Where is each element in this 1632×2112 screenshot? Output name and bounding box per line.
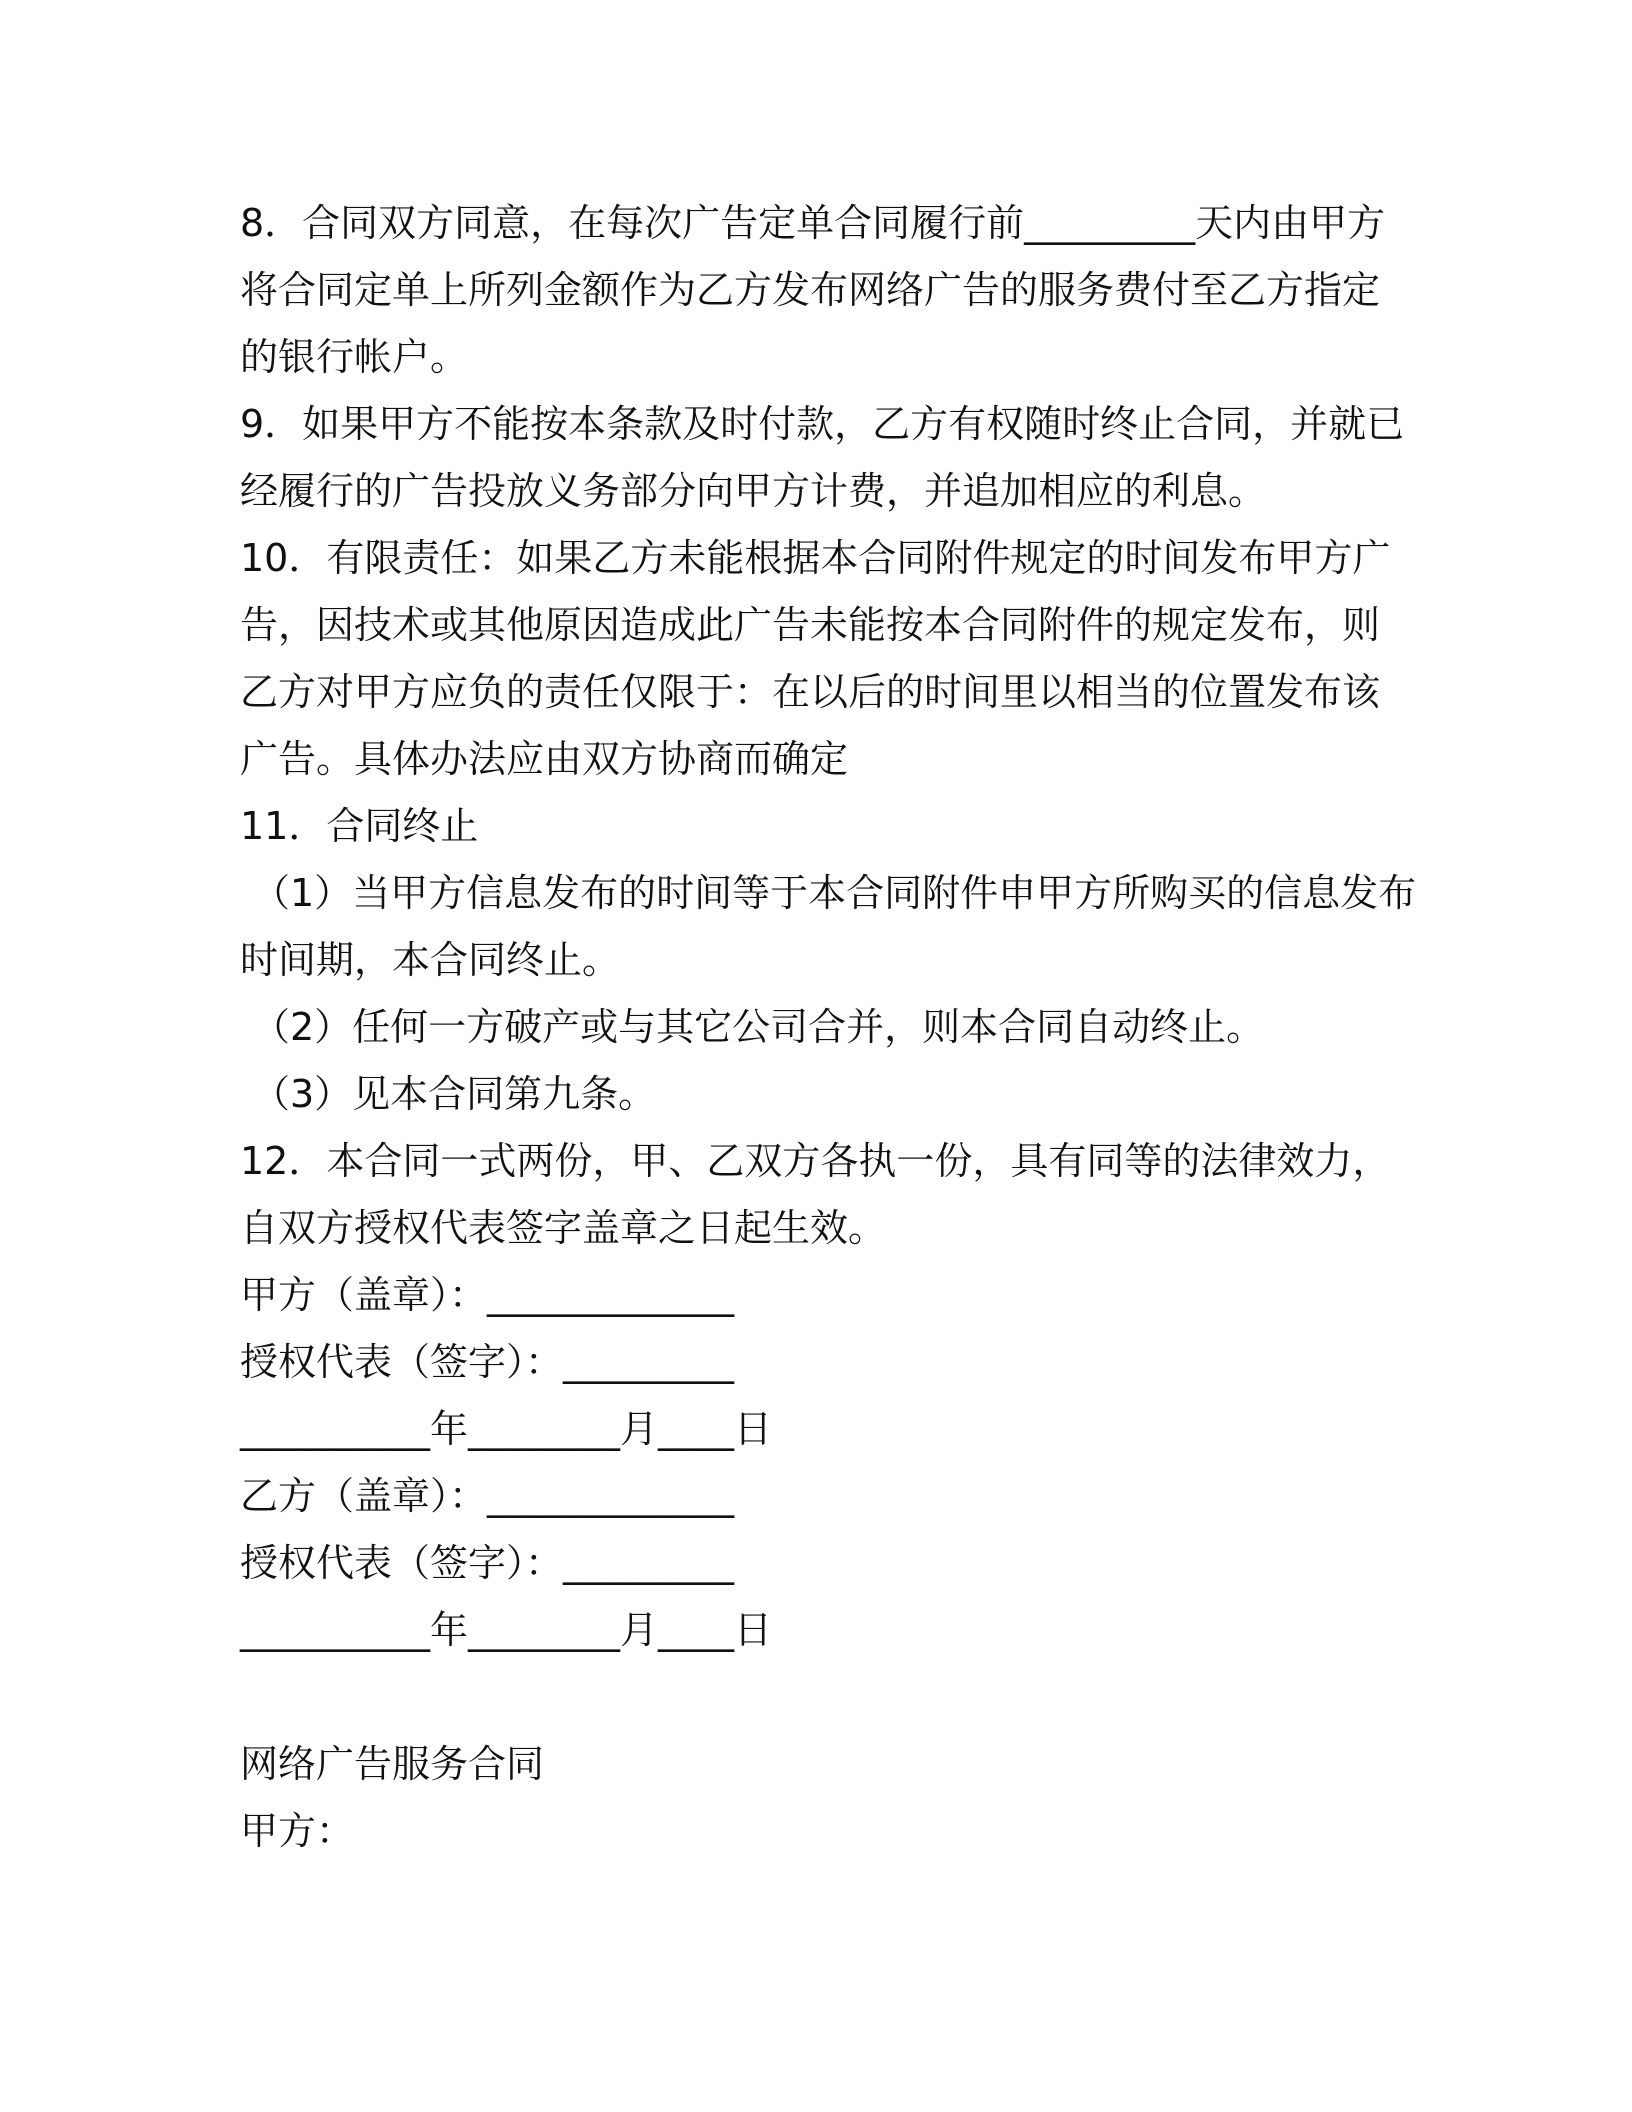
clause-10 <box>240 525 1391 793</box>
clause-9-line-1: 9．如果甲方不能按本条款及时付款，乙方有权随时终止合同，并就已 <box>240 402 1405 446</box>
clause-9-line-2: 经履行的广告投放义务部分向甲方计费，并追加相应的利息。 <box>240 469 1267 513</box>
party-b-rep-line: 授权代表（签字）：_________ <box>240 1541 735 1585</box>
next-party-a-label: 甲方： <box>240 1809 355 1853</box>
clause-8-line-3: 的银行帐户。 <box>240 335 469 379</box>
party-b-seal-line: 乙方（盖章）：_____________ <box>240 1474 735 1518</box>
party-a-rep-line: 授权代表（签字）：_________ <box>240 1340 735 1384</box>
clause-12 <box>240 1128 1391 1262</box>
clause-10-line-2: 告，因技术或其他原因造成此广告未能按本合同附件的规定发布，则 <box>240 603 1381 647</box>
clause-11-item-3: （3）见本合同第九条。 <box>252 1072 657 1116</box>
clause-9 <box>240 391 1405 525</box>
clause-10-line-4: 广告。具体办法应由双方协商而确定 <box>240 737 849 781</box>
clause-8-line-1: 8．合同双方同意，在每次广告定单合同履行前_________天内由甲方 <box>240 201 1386 245</box>
clause-12-line-1: 12．本合同一式两份，甲、乙双方各执一份，具有同等的法律效力， <box>240 1139 1391 1183</box>
signature-block <box>240 1262 1380 1664</box>
clause-12-line-2: 自双方授权代表签字盖章之日起生效。 <box>240 1206 887 1250</box>
party-a-date-line: __________年________月____日 <box>240 1407 773 1451</box>
party-a-seal-line: 甲方（盖章）：_____________ <box>240 1273 735 1317</box>
party-b-date-line: __________年________月____日 <box>240 1608 773 1652</box>
clause-11-heading: 11．合同终止 <box>240 804 479 848</box>
section-spacer <box>240 1664 1380 1731</box>
document-body <box>240 190 1417 1865</box>
clause-10-line-3: 乙方对甲方应负的责任仅限于：在以后的时间里以相当的位置发布该 <box>240 670 1381 714</box>
clause-11-item-1-line-1: （1）当甲方信息发布的时间等于本合同附件申甲方所购买的信息发布 <box>252 871 1417 915</box>
clause-11-item-1-line-2: 时间期，本合同终止。 <box>240 938 621 982</box>
clause-8-line-2: 将合同定单上所列金额作为乙方发布网络广告的服务费付至乙方指定 <box>240 268 1381 312</box>
clause-11 <box>240 793 1417 1128</box>
clause-8 <box>240 190 1386 391</box>
clause-10-line-1: 10．有限责任：如果乙方未能根据本合同附件规定的时间发布甲方广 <box>240 536 1391 580</box>
next-document-title: 网络广告服务合同 <box>240 1742 545 1786</box>
clause-11-item-2: （2）任何一方破产或与其它公司合并，则本合同自动终止。 <box>252 1005 1265 1049</box>
